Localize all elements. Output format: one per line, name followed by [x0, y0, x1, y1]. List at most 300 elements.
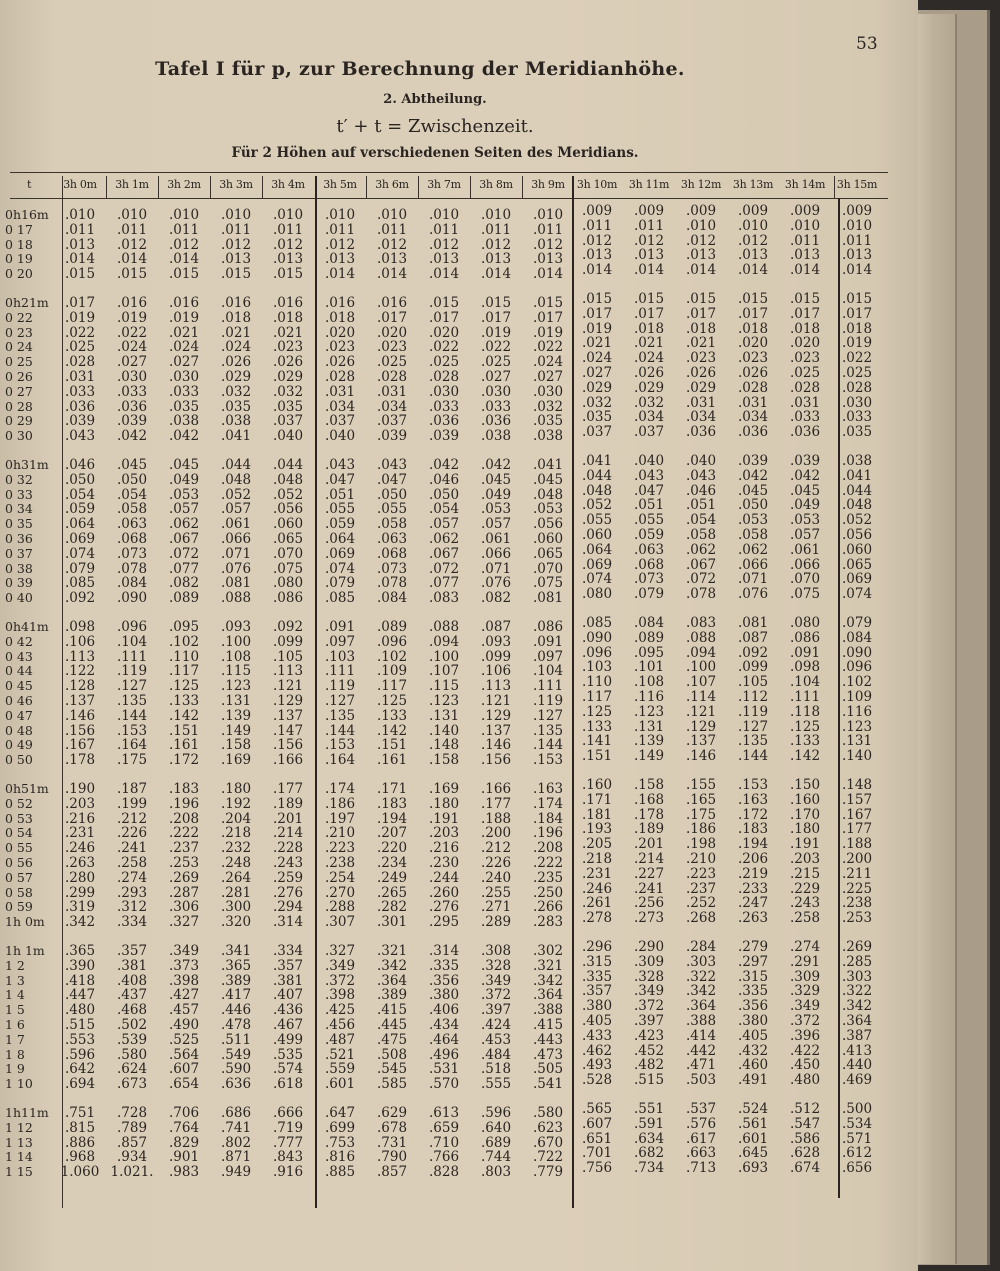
table-cell: .046	[64, 457, 96, 473]
table-cell: .042	[789, 467, 821, 484]
table-cell: .163	[532, 781, 564, 797]
table-cell: .502	[116, 1017, 148, 1033]
table-cell: .175	[116, 752, 148, 769]
table-cell: .084	[376, 590, 408, 607]
table-cell: .015	[532, 295, 564, 311]
table-cell: .028	[737, 379, 769, 396]
table-cell: .011	[64, 221, 96, 238]
table-cell: .282	[376, 899, 408, 916]
table-cell: .024	[633, 350, 665, 367]
table-cell: .057	[480, 516, 512, 533]
table-cell: .018	[272, 309, 304, 326]
table-cell: .041	[220, 428, 252, 445]
table-cell: .315	[581, 953, 613, 970]
table-cell: .039	[428, 428, 460, 445]
table-cell: .060	[532, 531, 564, 547]
table-cell: .534	[841, 1115, 873, 1132]
table-cell: .183	[737, 821, 769, 838]
table-cell: .433	[581, 1027, 613, 1044]
table-cell: .186	[685, 821, 717, 838]
table-cell: .036	[428, 413, 460, 430]
column-rule	[522, 176, 523, 198]
table-cell: .088	[428, 619, 460, 635]
table-cell: .654	[168, 1076, 200, 1093]
table-cell: .010	[428, 207, 460, 223]
table-cell: .151	[581, 748, 613, 765]
row-time-label: 1 7	[5, 1031, 25, 1047]
table-cell: .059	[633, 527, 665, 543]
table-cell: .025	[841, 365, 873, 381]
table-cell: .238	[841, 895, 873, 912]
table-cell: .040	[633, 453, 665, 469]
table-cell: .112	[737, 689, 769, 705]
table-cell: .055	[376, 501, 408, 518]
table-cell: .789	[116, 1119, 148, 1136]
page-subtitle: 2. Abtheilung.	[383, 92, 487, 107]
table-cell: .294	[272, 899, 304, 916]
table-cell: .129	[480, 707, 512, 724]
table-cell: .151	[376, 737, 408, 754]
table-cell: .079	[633, 586, 665, 603]
table-cell: .320	[220, 914, 252, 931]
table-cell: .062	[168, 516, 200, 533]
table-cell: .137	[685, 733, 717, 750]
table-cell: .011	[376, 221, 408, 238]
table-cell: .036	[116, 398, 148, 415]
table-cell: .098	[789, 659, 821, 676]
table-cell: .087	[480, 619, 512, 635]
row-time-label: 1 14	[5, 1149, 33, 1165]
table-cell: .077	[168, 560, 200, 577]
t-column-header: t	[26, 178, 32, 191]
table-cell: .068	[633, 556, 665, 573]
table-cell: .075	[789, 586, 821, 603]
table-cell: .183	[168, 781, 200, 797]
table-cell: .364	[532, 987, 564, 1004]
table-cell: .056	[272, 501, 304, 518]
table-cell: .014	[428, 266, 460, 283]
table-cell: .405	[737, 1027, 769, 1044]
table-cell: .372	[633, 998, 665, 1015]
table-cell: .169	[428, 781, 460, 797]
table-cell: .531	[428, 1061, 460, 1078]
table-cell: .012	[633, 232, 665, 249]
table-cell: .342	[532, 972, 564, 989]
table-cell: .050	[737, 497, 769, 514]
table-cell: .229	[789, 880, 821, 897]
table-cell: .678	[376, 1119, 408, 1136]
table-cell: .018	[841, 320, 873, 337]
table-cell: .074	[64, 545, 96, 562]
table-cell: .829	[168, 1134, 200, 1151]
table-cell: .309	[789, 968, 821, 985]
table-cell: .080	[272, 575, 304, 592]
table-cell: .013	[220, 251, 252, 268]
table-cell: .047	[376, 471, 408, 488]
table-cell: .357	[581, 983, 613, 1000]
table-cell: .072	[168, 545, 200, 562]
table-cell: .174	[324, 781, 356, 797]
table-cell: .063	[633, 541, 665, 558]
table-cell: .038	[532, 428, 564, 445]
table-cell: .111	[116, 648, 148, 665]
table-cell: .303	[685, 953, 717, 970]
table-cell: .107	[685, 674, 717, 691]
column-header: 3h 7m	[427, 178, 461, 191]
table-cell: .706	[168, 1105, 200, 1121]
table-cell: .674	[789, 1160, 821, 1177]
table-cell: .243	[272, 855, 304, 871]
table-cell: .037	[376, 413, 408, 430]
table-cell: .022	[116, 324, 148, 341]
table-cell: .287	[168, 884, 200, 901]
table-cell: .048	[841, 497, 873, 514]
table-cell: .559	[324, 1061, 356, 1078]
table-cell: .125	[168, 678, 200, 695]
table-cell: .010	[272, 207, 304, 223]
table-cell: .029	[581, 379, 613, 396]
table-cell: .015	[168, 266, 200, 283]
table-cell: .601	[737, 1130, 769, 1147]
table-cell: .067	[428, 545, 460, 562]
table-cell: .636	[220, 1076, 252, 1093]
table-cell: .607	[581, 1115, 613, 1132]
column-rule	[158, 176, 159, 198]
table-cell: .525	[168, 1031, 200, 1048]
table-cell: .135	[116, 693, 148, 709]
table-cell: .073	[116, 545, 148, 562]
table-cell: .274	[789, 939, 821, 955]
table-cell: .335	[737, 983, 769, 1000]
table-cell: .111	[532, 678, 564, 695]
table-cell: .014	[324, 266, 356, 283]
table-cell: .030	[532, 383, 564, 400]
table-cell: .068	[376, 545, 408, 562]
column-rule	[834, 176, 835, 198]
table-cell: .210	[324, 825, 356, 842]
table-cell: .570	[428, 1076, 460, 1093]
table-cell: .028	[324, 369, 356, 385]
table-cell: .487	[324, 1031, 356, 1048]
table-cell: .405	[581, 1013, 613, 1029]
table-cell: .011	[841, 232, 873, 249]
table-cell: .015	[737, 291, 769, 307]
table-cell: .186	[324, 795, 356, 812]
table-cell: .025	[64, 339, 96, 356]
table-cell: .196	[168, 795, 200, 812]
table-cell: .018	[220, 309, 252, 326]
table-cell: .033	[841, 409, 873, 426]
table-cell: .014	[685, 262, 717, 279]
row-time-label: 0 22	[5, 309, 33, 325]
table-cell: .033	[480, 398, 512, 415]
table-cell: .180	[220, 781, 252, 797]
column-header: 3h 9m	[531, 178, 565, 191]
table-cell: .086	[272, 590, 304, 607]
table-cell: .076	[480, 575, 512, 592]
table-cell: .044	[581, 467, 613, 484]
table-cell: .098	[64, 619, 96, 635]
table-cell: .092	[737, 644, 769, 661]
table-cell: .226	[480, 855, 512, 871]
table-cell: .131	[220, 693, 252, 709]
table-cell: .203	[789, 851, 821, 867]
table-cell: .072	[428, 560, 460, 577]
table-cell: .178	[633, 806, 665, 823]
table-cell: .153	[737, 777, 769, 793]
table-cell: .034	[324, 398, 356, 415]
table-cell: .071	[220, 545, 252, 562]
table-cell: .022	[841, 350, 873, 367]
table-cell: .555	[480, 1076, 512, 1093]
table-cell: .596	[64, 1046, 96, 1063]
table-cell: .013	[789, 247, 821, 264]
table-cell: .026	[633, 365, 665, 381]
table-cell: .026	[324, 354, 356, 371]
table-cell: .015	[428, 295, 460, 311]
table-cell: .302	[532, 943, 564, 959]
table-cell: .013	[685, 247, 717, 264]
table-cell: .511	[220, 1031, 252, 1048]
table-cell: .322	[685, 968, 717, 985]
table-cell: .413	[841, 1042, 873, 1059]
row-time-label: 0 34	[5, 501, 33, 517]
column-header: 3h 13m	[732, 178, 774, 191]
table-cell: .023	[272, 339, 304, 356]
table-cell: .017	[532, 309, 564, 326]
row-time-label: 1 2	[5, 957, 25, 973]
table-cell: .107	[428, 663, 460, 680]
table-cell: .032	[532, 398, 564, 415]
table-cell: .104	[116, 633, 148, 650]
table-cell: .235	[532, 869, 564, 886]
table-cell: .149	[220, 722, 252, 739]
table-cell: .586	[789, 1130, 821, 1147]
table-cell: .096	[376, 633, 408, 650]
table-cell: .014	[64, 251, 96, 268]
table-cell: .012	[737, 232, 769, 249]
table-cell: .512	[789, 1101, 821, 1117]
table-cell: .537	[685, 1101, 717, 1117]
table-cell: .290	[633, 939, 665, 955]
table-cell: .015	[116, 266, 148, 283]
table-cell: .104	[532, 663, 564, 680]
column-header: 3h 12m	[680, 178, 722, 191]
table-cell: .037	[324, 413, 356, 430]
table-cell: .070	[272, 545, 304, 562]
table-cell: .045	[116, 457, 148, 473]
table-cell: .390	[64, 957, 96, 974]
table-cell: .010	[532, 207, 564, 223]
table-cell: .372	[480, 987, 512, 1004]
row-time-label: 1 9	[5, 1061, 25, 1077]
table-cell: .033	[116, 383, 148, 400]
table-cell: .396	[789, 1027, 821, 1044]
row-time-label: 0 40	[5, 590, 33, 606]
table-cell: .083	[428, 590, 460, 607]
table-cell: .064	[64, 516, 96, 533]
table-cell: .081	[737, 615, 769, 631]
table-cell: .106	[480, 663, 512, 680]
table-cell: .014	[581, 262, 613, 279]
table-cell: .015	[272, 266, 304, 283]
table-cell: .074	[841, 586, 873, 603]
table-cell: .012	[581, 232, 613, 249]
table-cell: .164	[116, 737, 148, 754]
table-cell: .062	[737, 541, 769, 558]
table-cell: .119	[737, 703, 769, 720]
table-cell: .373	[168, 957, 200, 974]
row-time-label: 0h51m	[5, 781, 49, 796]
table-cell: .023	[376, 339, 408, 356]
table-cell: .023	[737, 350, 769, 367]
table-cell: .468	[116, 1002, 148, 1019]
table-cell: .201	[272, 810, 304, 827]
table-cell: .012	[532, 236, 564, 253]
column-rule	[210, 176, 211, 198]
table-cell: .041	[841, 467, 873, 484]
table-cell: .109	[841, 689, 873, 705]
table-cell: .050	[116, 471, 148, 488]
table-cell: .342	[685, 983, 717, 1000]
table-cell: .046	[685, 482, 717, 499]
table-cell: .307	[324, 914, 356, 931]
table-cell: .024	[168, 339, 200, 356]
table-cell: .728	[116, 1105, 148, 1121]
table-cell: .389	[376, 987, 408, 1004]
table-cell: .013	[64, 236, 96, 253]
table-cell: .201	[633, 836, 665, 853]
table-cell: .565	[581, 1101, 613, 1117]
table-cell: .106	[64, 633, 96, 650]
table-cell: .295	[428, 914, 460, 931]
table-cell: .432	[737, 1042, 769, 1059]
table-cell: 1.060	[60, 1164, 100, 1181]
table-cell: .013	[532, 251, 564, 268]
table-cell: .030	[480, 383, 512, 400]
table-cell: .380	[428, 987, 460, 1004]
table-cell: .069	[841, 571, 873, 588]
table-cell: .167	[841, 806, 873, 823]
row-time-label: 0 53	[5, 810, 33, 826]
row-time-label: 0 27	[5, 383, 33, 399]
table-cell: .105	[272, 648, 304, 665]
table-cell: .482	[633, 1057, 665, 1074]
table-cell: .596	[480, 1105, 512, 1121]
table-cell: .052	[272, 486, 304, 503]
table-cell: .274	[116, 869, 148, 886]
table-cell: .037	[633, 424, 665, 441]
table-cell: .156	[272, 737, 304, 754]
row-time-label: 0 19	[5, 251, 33, 267]
table-cell: .043	[324, 457, 356, 473]
formula: t′ + t = Zwischenzeit.	[336, 116, 534, 137]
table-cell: .038	[841, 453, 873, 469]
table-cell: .232	[220, 840, 252, 857]
table-cell: .010	[116, 207, 148, 223]
table-cell: .030	[168, 369, 200, 385]
table-cell: .228	[272, 840, 304, 857]
table-cell: .189	[272, 795, 304, 812]
table-cell: .099	[272, 633, 304, 650]
table-cell: .364	[376, 972, 408, 989]
table-cell: .085	[324, 590, 356, 607]
table-cell: .021	[685, 335, 717, 352]
table-cell: .035	[532, 413, 564, 430]
table-cell: .017	[480, 309, 512, 326]
table-cell: .150	[789, 777, 821, 793]
table-cell: .080	[581, 586, 613, 603]
table-cell: .147	[272, 722, 304, 739]
table-cell: .014	[116, 251, 148, 268]
table-cell: .175	[685, 806, 717, 823]
table-cell: .417	[220, 987, 252, 1004]
table-cell: .086	[532, 619, 564, 635]
table-cell: .258	[789, 910, 821, 927]
table-cell: .089	[376, 619, 408, 635]
table-cell: .160	[789, 791, 821, 808]
table-cell: .437	[116, 987, 148, 1004]
table-cell: .010	[324, 207, 356, 223]
table-cell: .545	[376, 1061, 408, 1078]
table-cell: .125	[581, 703, 613, 720]
table-cell: .252	[685, 895, 717, 912]
column-header: 3h 8m	[479, 178, 513, 191]
table-cell: .027	[532, 369, 564, 385]
table-cell: .021	[168, 324, 200, 341]
table-cell: 1.021.	[110, 1164, 154, 1181]
table-cell: .090	[581, 629, 613, 646]
table-cell: .380	[737, 1013, 769, 1029]
table-cell: .058	[685, 527, 717, 543]
table-cell: .024	[532, 354, 564, 371]
table-cell: .044	[220, 457, 252, 473]
table-cell: .035	[220, 398, 252, 415]
table-cell: .372	[789, 1013, 821, 1029]
table-cell: .137	[480, 722, 512, 739]
table-cell: .013	[581, 247, 613, 264]
table-cell: .123	[428, 693, 460, 709]
table-cell: .243	[789, 895, 821, 912]
column-header: 3h 15m	[836, 178, 878, 191]
table-cell: .078	[685, 586, 717, 603]
table-cell: .508	[376, 1046, 408, 1063]
table-cell: .122	[64, 663, 96, 680]
table-cell: .088	[685, 629, 717, 646]
table-cell: .142	[376, 722, 408, 739]
table-cell: .012	[324, 236, 356, 253]
table-cell: .108	[633, 674, 665, 691]
table-cell: .247	[737, 895, 769, 912]
table-cell: .053	[168, 486, 200, 503]
table-cell: .097	[324, 633, 356, 650]
table-cell: .225	[841, 880, 873, 897]
column-rule	[106, 176, 107, 198]
table-cell: .269	[841, 939, 873, 955]
table-cell: .035	[581, 409, 613, 426]
table-cell: .158	[428, 752, 460, 769]
table-cell: .475	[376, 1031, 408, 1048]
table-cell: .218	[581, 851, 613, 867]
table-cell: .011	[324, 221, 356, 238]
table-cell: .617	[685, 1130, 717, 1147]
table-cell: .028	[64, 354, 96, 371]
row-time-label: 0 24	[5, 339, 33, 355]
table-cell: .016	[168, 295, 200, 311]
table-cell: .271	[480, 899, 512, 916]
table-cell: .057	[168, 501, 200, 518]
table-cell: .163	[737, 791, 769, 808]
